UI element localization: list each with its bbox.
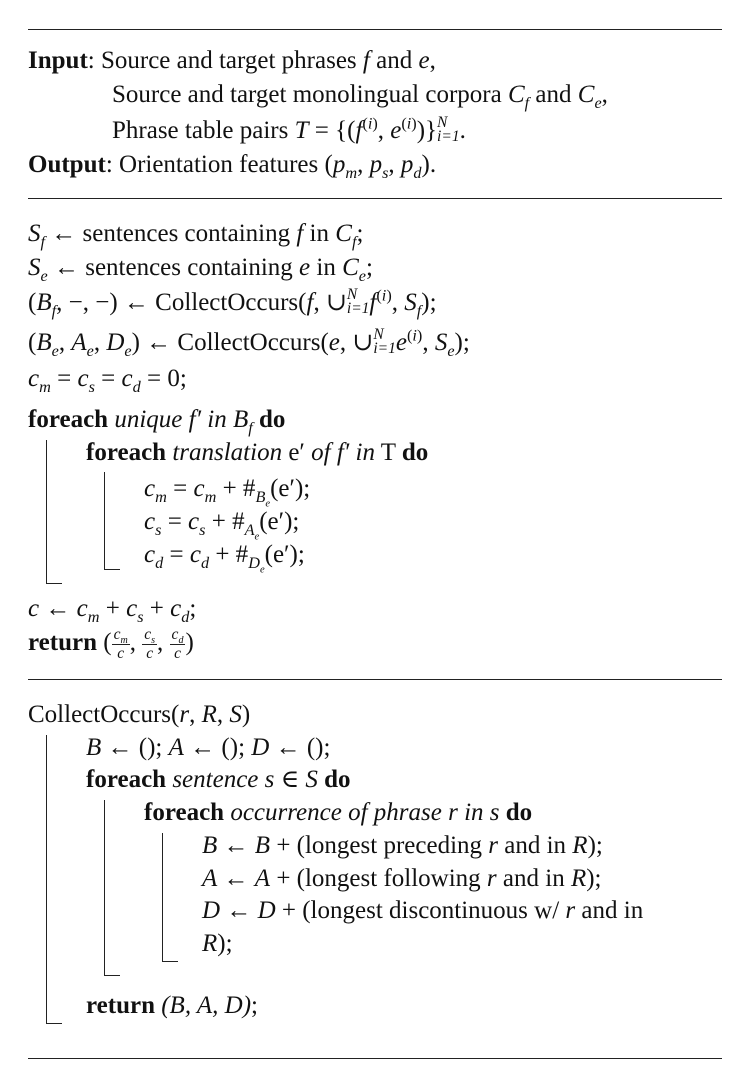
proc-init: B ← (); A ← (); D ← (); [86,734,331,761]
proc-d-line-2: R); [202,930,233,957]
algo-line-se: $S_e$ ← sentences containing e in $C_e$; [28,254,373,285]
algo-line-collect-f: ($B_f$, −, −) ← CollectOccurs(f, ∪ N i=1 $f^{(i)}$, $S_f$); [28,286,437,320]
body-cm: $c_m = c_m$ + $\#_{B_e}(e')$; [144,475,311,510]
output-label: Output [28,151,106,178]
occurrence-loop-bracket [162,833,163,961]
sentence-loop-bracket-foot [104,975,120,976]
sentence-loop-bracket [104,800,105,975]
proc-return: return (B, A, D); [86,992,258,1019]
body-cs: $c_s = c_s$ + $\#_{A_e}(e')$; [144,508,300,543]
proc-d-line-1: D ← D + (longest discontinuous w/ r and in [202,897,644,924]
algo-line-collect-e: ($B_e$, $A_e$, $D_e$) ← CollectOccurs(e, ∪ N i=1 $e^{(i)}$, $S_e$); [28,326,470,360]
separator-rule-2 [28,679,722,680]
input-line-1: Input: Source and target phrases f and e, [28,47,436,74]
input-line-3: Phrase table pairs $T = \{(f^{(i)}$, $e^{(i)}$)} N i=1 . [112,114,466,146]
inner-foreach: foreach translation e′ of f′ in T do [86,439,429,466]
proc-foreach-occurrence: foreach occurrence of phrase r in s do [144,799,533,826]
algo-line-sf: $S_f$ ← sentences containing f in $C_f$; [28,220,364,251]
input-line-2: Source and target monolingual corpora $C_f$ and $C_e$, [112,81,608,112]
proc-a-line: A ← A + (longest following r and in R); [202,865,602,892]
inner-loop-bracket [104,472,105,569]
top-rule [28,29,722,30]
output-line: Output: Orientation features ($p_m$, $p_s$, $p_d$). [28,151,437,182]
proc-foreach-sentence: foreach sentence s ∈ S do [86,766,351,793]
algo-line-init: $c_m = c_s = c_d = 0$; [28,365,187,396]
algo-line-c-sum: c ← $c_m + c_s + c_d$; [28,595,197,626]
separator-rule-1 [28,198,722,199]
bottom-rule [28,1058,722,1059]
outer-foreach: foreach unique f′ in $B_f$ do [28,406,286,437]
input-label: Input [28,47,88,74]
proc-b-line: B ← B + (longest preceding r and in R); [202,832,603,859]
occurrence-loop-bracket-foot [162,961,178,962]
proc-bracket-foot [46,1023,62,1024]
body-cd: $c_d = c_d$ + $\#_{D_e}(e')$; [144,541,305,576]
outer-loop-bracket-foot [46,583,62,584]
proc-bracket [46,735,47,1023]
proc-signature: CollectOccurs(r, R, S) [28,701,251,728]
outer-loop-bracket [46,440,47,583]
inner-loop-bracket-foot [104,569,120,570]
algo-line-return: return ( $\frac{c_m}{c}$ , $\frac{c_s}{c}$ , $\frac{c_d}{c}$ ) [28,626,194,662]
